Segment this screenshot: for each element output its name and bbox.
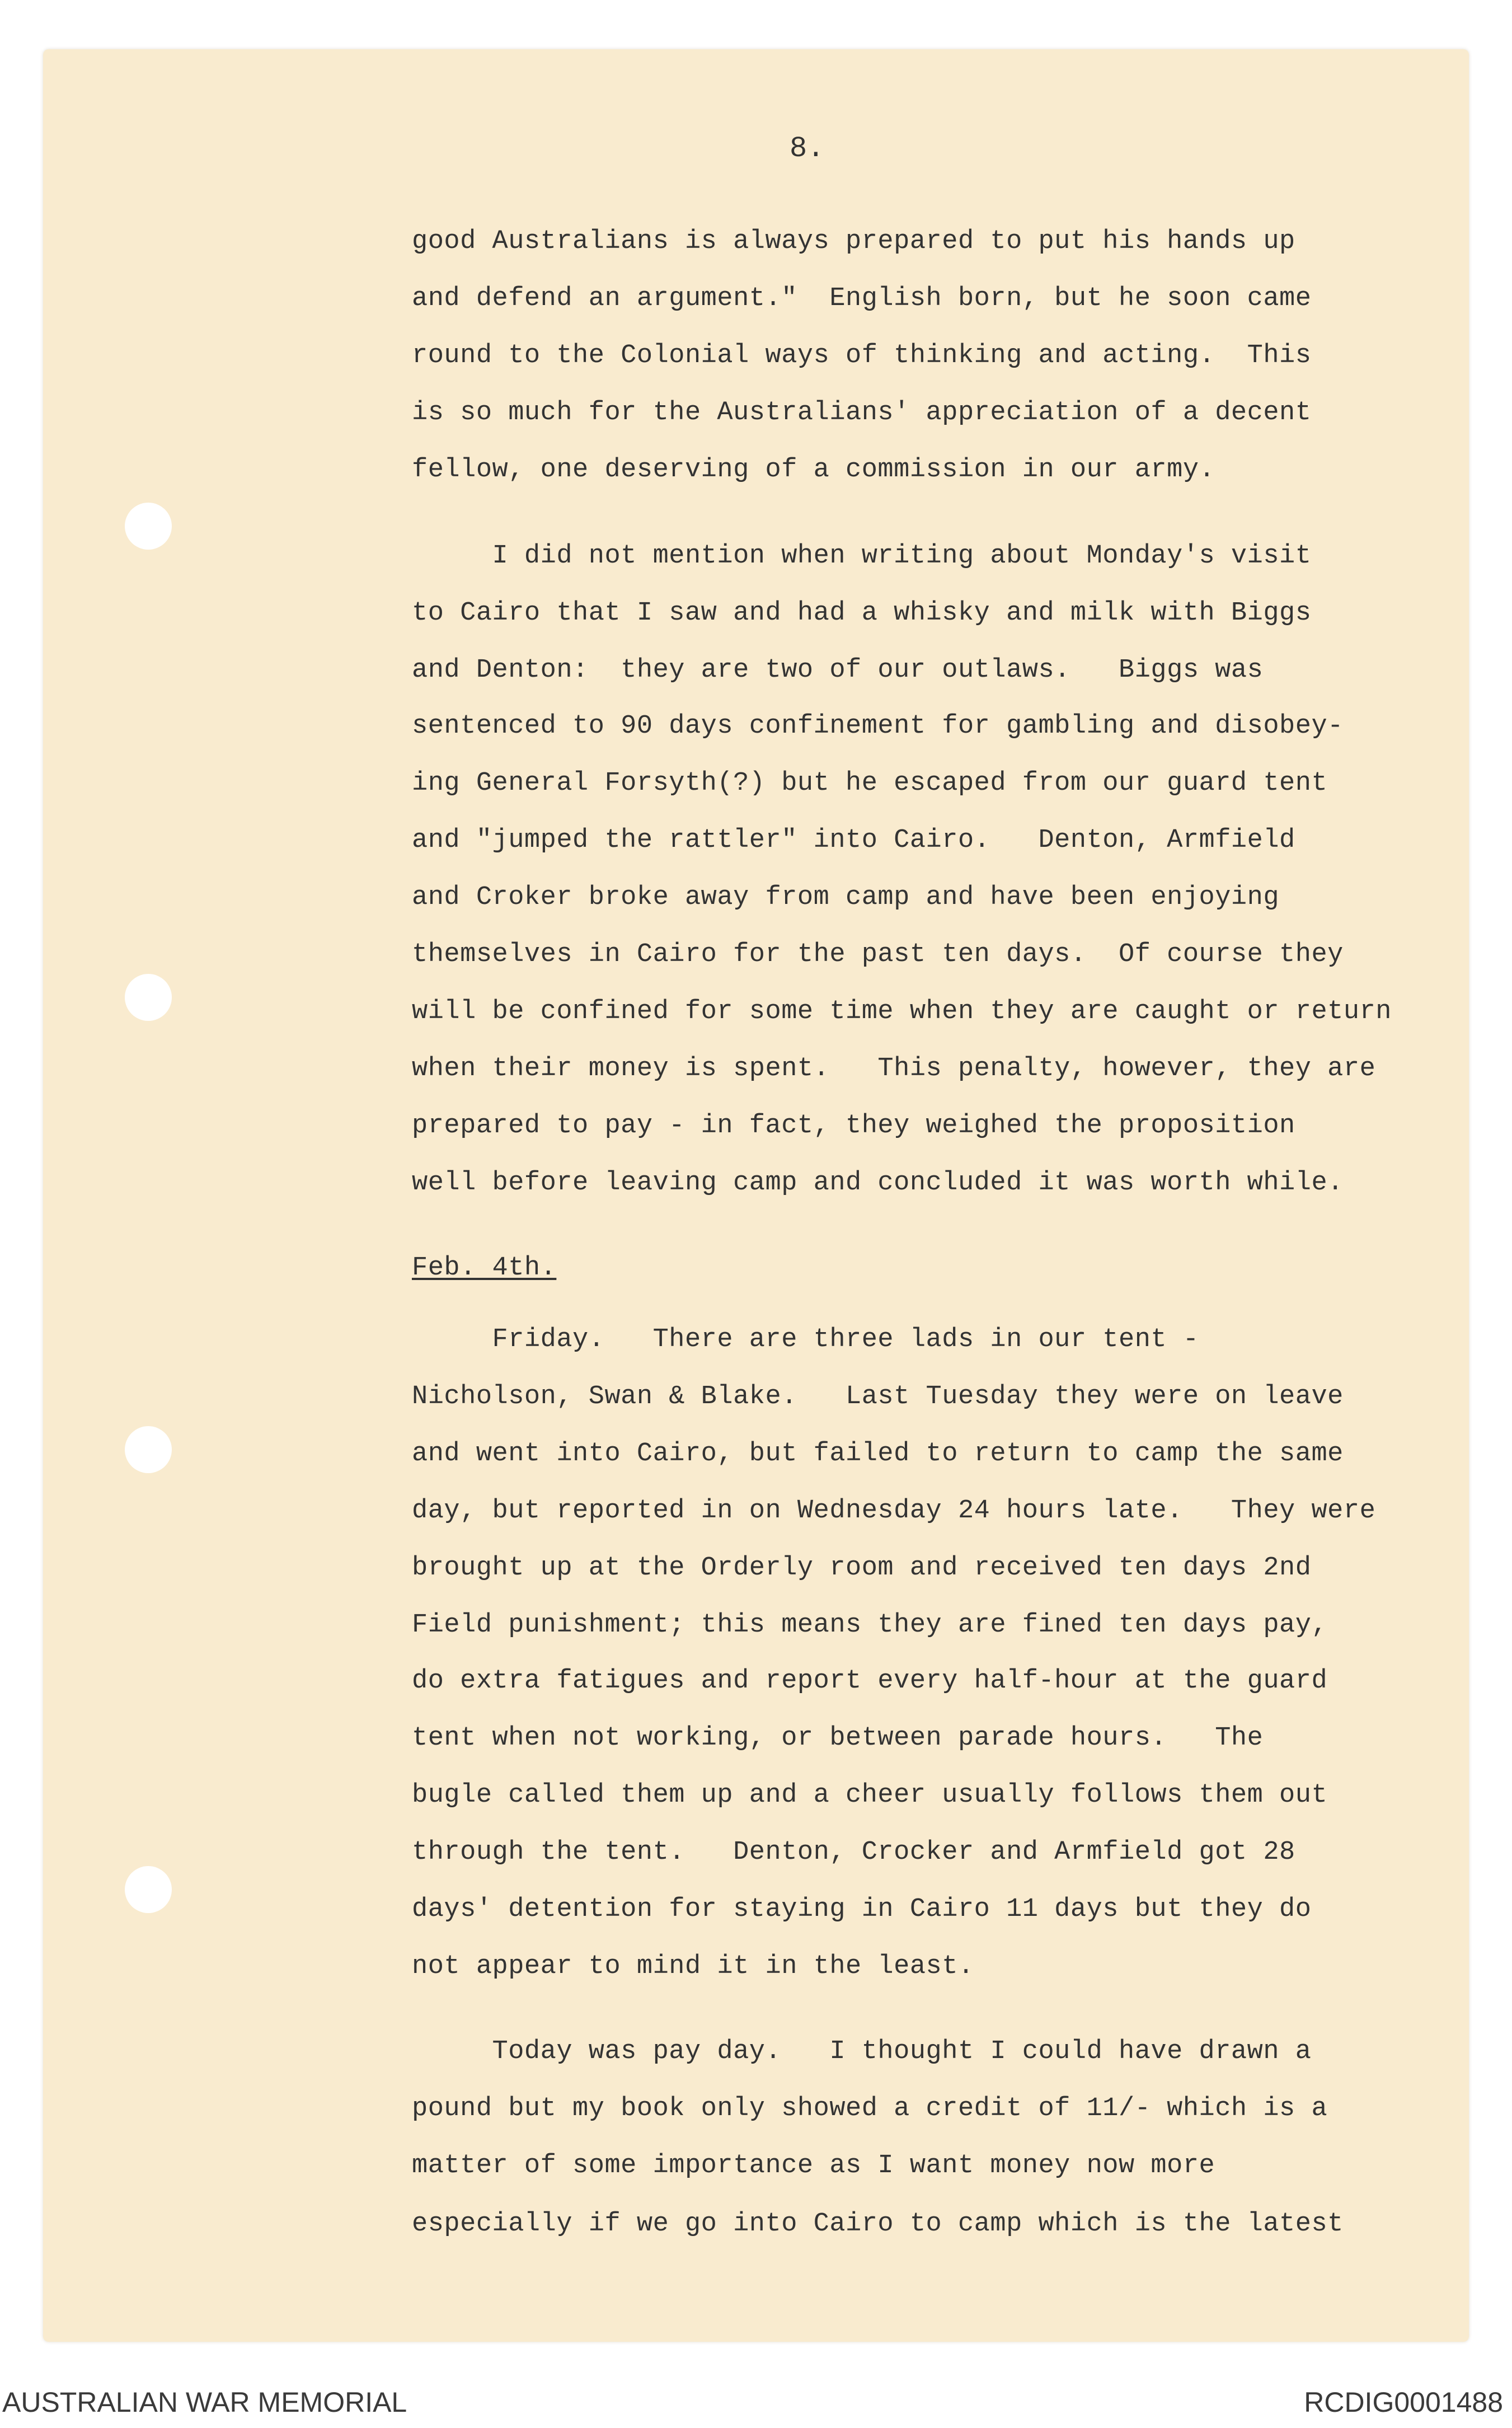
text-line: brought up at the Orderly room and received ten days 2nd xyxy=(412,1553,1312,1583)
text-line: day, but reported in on Wednesday 24 hours late. They were xyxy=(412,1496,1376,1526)
text-line: especially if we go into Cairo to camp which is the latest xyxy=(412,2209,1344,2239)
text-line: pound but my book only showed a credit of 11/- which is a xyxy=(412,2094,1328,2124)
text-line: tent when not working, or between parade hours. The xyxy=(412,1723,1264,1753)
text-line: Field punishment; this means they are fined ten days pay, xyxy=(412,1610,1328,1640)
text-line: good Australians is always prepared to put his hands up xyxy=(412,227,1295,256)
text-line: not appear to mind it in the least. xyxy=(412,1952,974,1981)
text-line: Today was pay day. I thought I could have drawn a xyxy=(412,2037,1312,2066)
text-line: and defend an argument." English born, but he soon came xyxy=(412,284,1312,313)
text-line: sentenced to 90 days confinement for gambling and disobey- xyxy=(412,711,1344,741)
text-line: Nicholson, Swan & Blake. Last Tuesday they were on leave xyxy=(412,1382,1344,1412)
text-line: ing General Forsyth(?) but he escaped from our guard tent xyxy=(412,768,1328,798)
text-line: I did not mention when writing about Monday's visit xyxy=(412,541,1312,571)
text-line: and Denton: they are two of our outlaws. Biggs was xyxy=(412,655,1264,685)
text-line: themselves in Cairo for the past ten days. Of course they xyxy=(412,940,1344,969)
text-line: to Cairo that I saw and had a whisky and milk with Biggs xyxy=(412,598,1312,628)
text-line: and Croker broke away from camp and have been enjoying xyxy=(412,883,1280,912)
text-line: matter of some importance as I want money now more xyxy=(412,2151,1215,2181)
text-line: through the tent. Denton, Crocker and Armfield got 28 xyxy=(412,1838,1295,1867)
text-line: is so much for the Australians' appreciation of a decent xyxy=(412,398,1312,428)
text-line: round to the Colonial ways of thinking and acting. This xyxy=(412,341,1312,371)
date-heading: Feb. 4th. xyxy=(412,1253,557,1283)
text-line: fellow, one deserving of a commission in our army. xyxy=(412,455,1215,485)
text-line: and went into Cairo, but failed to return to camp the same xyxy=(412,1439,1344,1469)
text-line: and "jumped the rattler" into Cairo. Denton, Armfield xyxy=(412,826,1295,855)
punch-hole xyxy=(125,1866,172,1913)
record-id: RCDIG0001488 xyxy=(1304,2387,1503,2418)
punch-hole xyxy=(125,1426,172,1473)
text-line: will be confined for some time when they are caught or return xyxy=(412,997,1392,1026)
institution-credit: AUSTRALIAN WAR MEMORIAL xyxy=(2,2387,407,2418)
page-number: 8. xyxy=(790,132,825,165)
text-line: do extra fatigues and report every half-hour at the guard xyxy=(412,1666,1328,1696)
text-line: bugle called them up and a cheer usually follows them out xyxy=(412,1780,1328,1810)
text-line: days' detention for staying in Cairo 11 days but they do xyxy=(412,1895,1312,1924)
text-line: prepared to pay - in fact, they weighed the proposition xyxy=(412,1111,1295,1141)
text-line: when their money is spent. This penalty, however, they are xyxy=(412,1054,1376,1084)
text-line: well before leaving camp and concluded it was worth while. xyxy=(412,1168,1344,1198)
text-line: Friday. There are three lads in our tent - xyxy=(412,1325,1199,1354)
punch-hole xyxy=(125,503,172,550)
punch-hole xyxy=(125,974,172,1021)
